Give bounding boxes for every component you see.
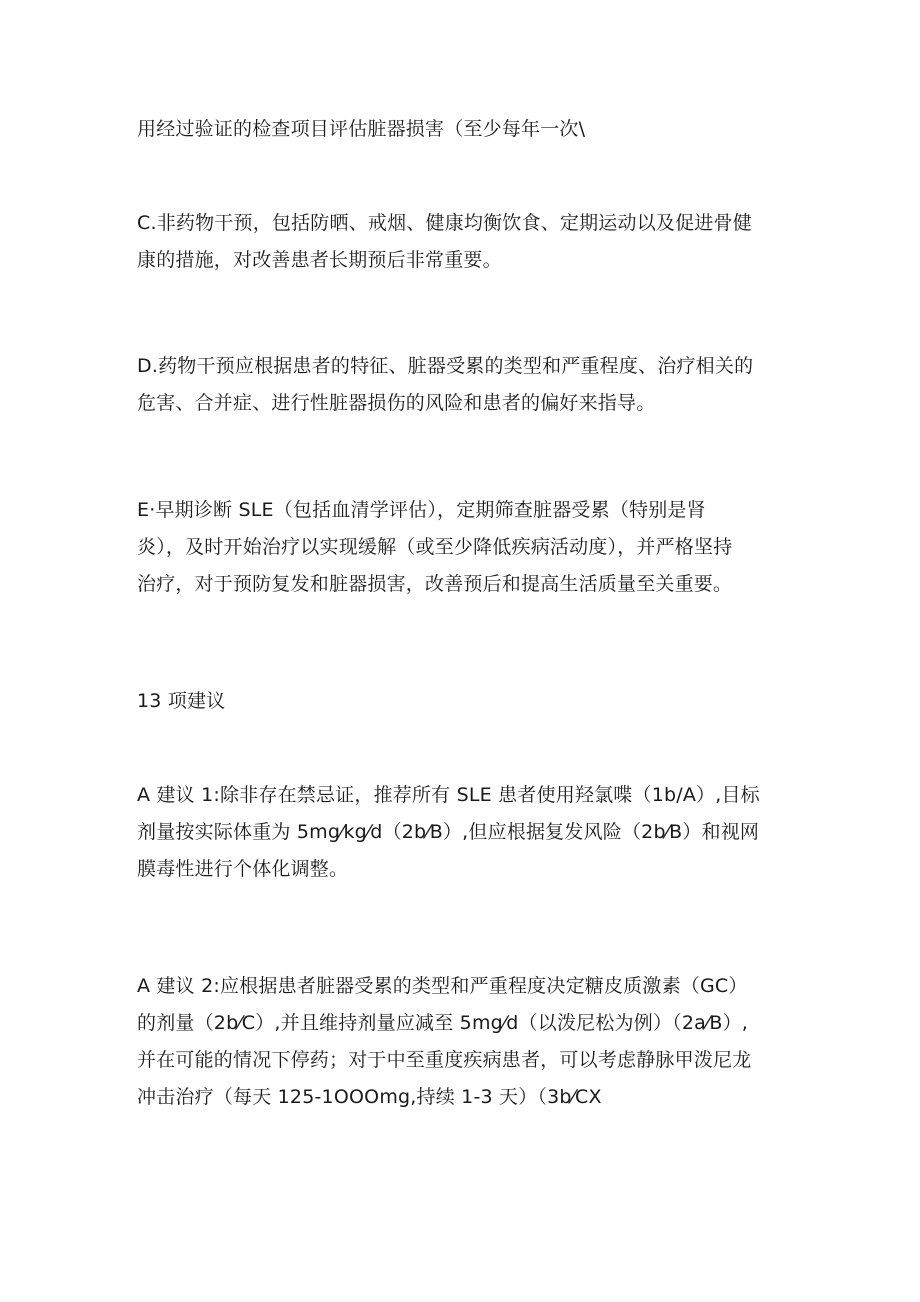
text-line: 炎），及时开始治疗以实现缓解（或至少降低疾病活动度），并严格坚持: [137, 536, 733, 558]
text-line: D.药物干预应根据患者的特征、脏器受累的类型和严重程度、治疗相关的: [137, 355, 754, 377]
text-line: 危害、合并症、进行性脏器损伤的风险和患者的偏好来指导。: [137, 392, 656, 414]
text-line: 冲击治疗（每天 125-1OOOmg,持续 1-3 天）（3b⁄CX: [137, 1086, 602, 1108]
text-line: A 建议 1:除非存在禁忌证，推荐所有 SLE 患者使用羟氯喋（1b/A）,目标: [137, 784, 760, 806]
paragraph-recommendation-1: [137, 777, 760, 888]
paragraph-recommendation-2: [137, 968, 751, 1116]
section-heading-13-recommendations: [137, 683, 225, 720]
paragraph-e-early-diagnosis: [137, 492, 732, 603]
text-line: 治疗，对于预防复发和脏器损害，改善预后和提高生活质量至关重要。: [137, 573, 733, 595]
paragraph-d-pharmacological: [137, 348, 753, 422]
text-line: 的剂量（2b⁄C）,并且维持剂量应减至 5mg⁄d（以泼尼松为例）（2a⁄B）,: [137, 1012, 749, 1034]
text-line: 并在可能的情况下停药；对于中至重度疾病患者，可以考虑静脉甲泼尼龙: [137, 1049, 752, 1071]
paragraph-c-nonpharmacological: [137, 205, 752, 279]
text-line: E·早期诊断 SLE（包括血清学评估），定期筛查脏器受累（特别是肾: [137, 499, 706, 521]
paragraph-organ-damage-assessment: [137, 111, 585, 148]
text-line: C.非药物干预，包括防晒、戒烟、健康均衡饮食、定期运动以及促进骨健: [137, 212, 752, 234]
text-line: 康的措施，对改善患者长期预后非常重要。: [137, 249, 502, 271]
text-line: 膜毒性进行个体化调整。: [137, 858, 349, 880]
text-line: A 建议 2:应根据患者脏器受累的类型和严重程度决定糖皮质激素（GC）: [137, 975, 748, 997]
text-line: 用经过验证的检查项目评估脏器损害（至少每年一次\: [137, 118, 586, 140]
text-line: 剂量按实际体重为 5mg⁄kg⁄d（2b⁄B）,但应根据复发风险（2b⁄B）和视网: [137, 821, 760, 843]
text-line: 13 项建议: [137, 690, 226, 712]
